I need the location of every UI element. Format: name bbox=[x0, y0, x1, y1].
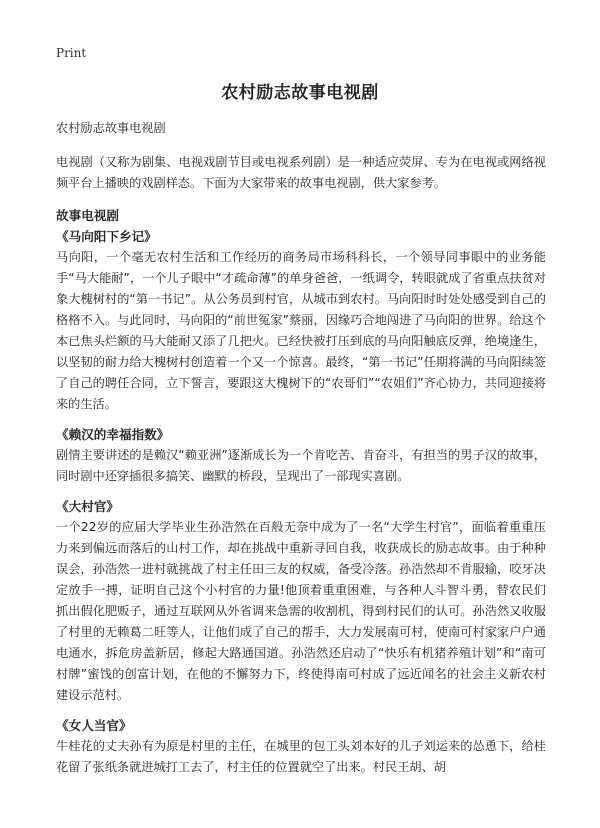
section-heading: 故事电视剧 bbox=[56, 208, 119, 223]
story-body-4: 牛桂花的丈夫孙有为原是村里的主任，在城里的包工头刘本好的儿子刘运来的怂恿下，给桂花留了张纸条就进城打工去了，村主任的位置就空了出来。村民王胡、胡 bbox=[56, 739, 546, 774]
story-body-3: 一个22岁的应届大学毕业生孙浩然在百般无奈中成为了一名“大学生村官”，面临着重重压力来到偏远而落后的山村工作，却在挑战中重新寻回自我，收获成长的励志故事。由于种种误会，孙浩然一进村就挑战了村主任田三友的权威，备受冷落。孙浩然却不肯服输，咬牙决定放手一搏，证明自己这个小村官的力量!他顶着重重困难，与各种人斗智斗勇，替农民们抓出假化肥贩子，通过互联网从外省调来急需的收割机，得到村民们的认可。孙浩然又收服了村里的无赖葛二旺等人，让他们成了自己的帮手，大力发展南可村，使南可村家家户户通电通水，拆危房盖新居，修起大路通国道。孙浩然还启动了“快乐有机猪养殖计划”和“南可村牌”蜜饯的创富计划，在他的不懈努力下，终使得南可村成了远近闻名的社会主义新农村建设示范村。 bbox=[56, 520, 546, 702]
article-body bbox=[56, 118, 546, 787]
story-body-1: 马向阳，一个毫无农村生活和工作经历的商务局市场科科长，一个领导同事眼中的业务能手“马大能耐”，一个儿子眼中“才疏命薄”的单身爸爸，一纸调令，转眼就成了省重点扶贫对象大槐树村的“第一书记”。从公务员到村官，从城市到农村。马向阳时时处处感受到自己的格格不入。与此同时，马向阳的“前世冤家”蔡丽，因缘巧合地闯进了马向阳的世界。给这个本已焦头烂额的马大能耐又添了几把火。已经快被打压到底的马向阳触底反弹，绝境逢生，以坚韧的耐力给大槐树村创造着一个又一个惊喜。最终，“第一书记”任期将满的马向阳续签了自己的聘任合同，立下誓言，要跟这大槐树下的“农哥们”“农姐们”齐心协力，共同迎接将来的生活。 bbox=[56, 250, 546, 411]
story-heading-4: 《女人当官》 bbox=[56, 718, 132, 733]
story-heading-1: 《马向阳下乡记》 bbox=[56, 229, 157, 244]
intro-paragraph: 电视剧（又称为剧集、电视戏剧节目或电视系列剧）是一种适应荧屏、专为在电视或网络视频平台上播映的戏剧样态。下面为大家带来的故事电视剧，供大家参考。 bbox=[56, 155, 546, 190]
story-heading-2: 《赖汉的幸福指数》 bbox=[56, 427, 170, 442]
story-heading-3: 《大村官》 bbox=[56, 499, 119, 514]
page-title: 农村励志故事电视剧 bbox=[221, 83, 379, 103]
story-body-2: 剧情主要讲述的是赖汉“赖亚洲”逐渐成长为一个肯吃苦、肯奋斗，有担当的男子汉的故事，同时剧中还穿插很多搞笑、幽默的桥段，呈现出了一部现实喜剧。 bbox=[56, 448, 546, 483]
print-link[interactable]: Print bbox=[56, 46, 87, 60]
article-subtitle: 农村励志故事电视剧 bbox=[56, 121, 166, 135]
